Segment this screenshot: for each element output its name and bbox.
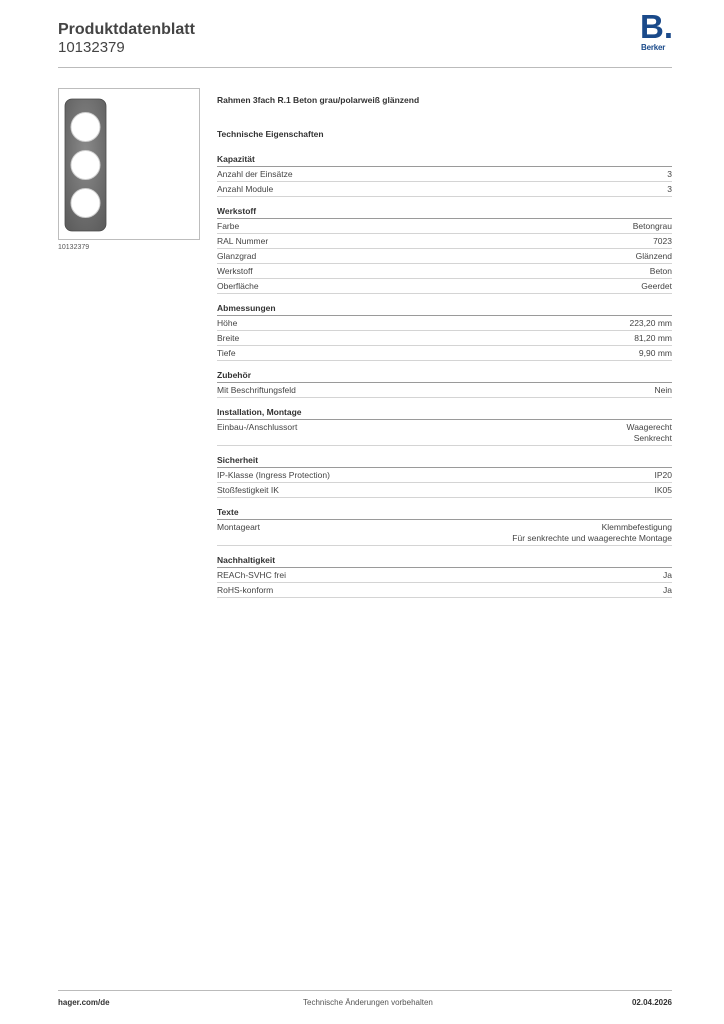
spec-label: Einbau-/Anschlussort: [217, 422, 298, 432]
spec-value-line: Betongrau: [632, 221, 672, 231]
footer-website: hager.com/de: [58, 998, 110, 1007]
spec-label: REACh-SVHC frei: [217, 570, 286, 580]
spec-value: [655, 470, 673, 481]
logo-letter: B.: [640, 8, 673, 45]
spec-value-line: 81,20 mm: [634, 333, 672, 343]
spec-label: Werkstoff: [217, 266, 253, 276]
spec-value-line: 223,20 mm: [629, 318, 672, 328]
spec-group: [217, 205, 672, 294]
spec-value-line: 3: [667, 184, 672, 194]
spec-value: [629, 318, 672, 329]
spec-value: [653, 236, 672, 247]
spec-group-title: Installation, Montage: [217, 406, 672, 420]
spec-value-line: 7023: [653, 236, 672, 246]
spec-row: [217, 182, 672, 197]
spec-value-line: Klemmbefestigung: [601, 522, 672, 532]
spec-value-line: Ja: [663, 585, 672, 595]
spec-group: [217, 302, 672, 361]
spec-value-line: Waagerecht: [626, 422, 672, 432]
spec-group-title: Werkstoff: [217, 205, 672, 219]
spec-value-line: Für senkrechte und waagerechte Montage: [512, 533, 672, 543]
spec-row: [217, 468, 672, 483]
spec-value-line: 9,90 mm: [638, 348, 672, 358]
spec-row: [217, 520, 672, 546]
spec-group: [217, 406, 672, 446]
spec-label: Breite: [217, 333, 240, 343]
spec-label: Anzahl der Einsätze: [217, 169, 293, 179]
footer-disclaimer: Technische Änderungen vorbehalten: [303, 998, 433, 1007]
spec-label: Höhe: [217, 318, 238, 328]
spec-group: [217, 369, 672, 398]
frame-opening-1: [71, 113, 100, 142]
spec-row: [217, 346, 672, 361]
frame-illustration: [59, 89, 201, 241]
spec-row: [217, 331, 672, 346]
spec-label: Stoßfestigkeit IK: [217, 485, 279, 495]
product-name: Rahmen 3fach R.1 Beton grau/polarweiß glänzend: [217, 95, 420, 105]
spec-value: [655, 485, 673, 496]
spec-group-title: Zubehör: [217, 369, 672, 383]
header-divider: [58, 67, 672, 68]
spec-group-title: Sicherheit: [217, 454, 672, 468]
spec-value: [667, 169, 672, 180]
spec-value-line: Ja: [663, 570, 672, 580]
spec-value: [650, 266, 672, 277]
spec-row: [217, 219, 672, 234]
spec-value: [512, 522, 672, 544]
spec-value: [663, 570, 672, 581]
spec-value: [636, 251, 672, 262]
section-heading: Technische Eigenschaften: [217, 129, 324, 139]
spec-value-line: IP20: [654, 470, 672, 480]
specification-content: [217, 95, 672, 598]
spec-value: [634, 333, 672, 344]
spec-label: Montageart: [217, 522, 260, 532]
berker-logo: [640, 8, 674, 54]
spec-group: [217, 454, 672, 498]
document-number: 10132379: [58, 39, 125, 56]
spec-value-line: Geerdet: [641, 281, 672, 291]
spec-value: [626, 422, 672, 444]
spec-group: [217, 554, 672, 598]
spec-group-title: Abmessungen: [217, 302, 672, 316]
spec-row: [217, 483, 672, 498]
spec-label: RAL Nummer: [217, 236, 269, 246]
spec-label: RoHS-konform: [217, 585, 274, 595]
spec-group-title: Kapazität: [217, 153, 672, 167]
spec-groups: [217, 153, 672, 598]
spec-label: Oberfläche: [217, 281, 259, 291]
frame-opening-3: [71, 189, 100, 218]
image-caption: 10132379: [58, 244, 90, 251]
spec-value-line: 3: [667, 169, 672, 179]
spec-label: Glanzgrad: [217, 251, 257, 261]
spec-row: [217, 264, 672, 279]
spec-label: Tiefe: [217, 348, 236, 358]
footer-date: 02.04.2026: [631, 998, 672, 1007]
spec-value: [663, 585, 672, 596]
product-image: [58, 88, 200, 240]
spec-label: IP-Klasse (Ingress Protection): [217, 470, 330, 480]
spec-value: [655, 385, 672, 396]
frame-opening-2: [71, 151, 100, 180]
spec-row: [217, 279, 672, 294]
spec-label: Anzahl Module: [217, 184, 274, 194]
spec-group-title: Texte: [217, 506, 672, 520]
spec-row: [217, 383, 672, 398]
spec-value: [633, 221, 672, 232]
spec-value: [667, 184, 672, 195]
spec-row: [217, 167, 672, 182]
spec-value-line: Glänzend: [635, 251, 672, 261]
spec-value: [641, 281, 672, 292]
spec-value-line: Beton: [649, 266, 672, 276]
spec-value-line: IK05: [654, 485, 672, 495]
spec-row: [217, 234, 672, 249]
spec-row: [217, 568, 672, 583]
logo-text: Berker: [641, 43, 666, 52]
spec-group: [217, 153, 672, 197]
spec-row: [217, 316, 672, 331]
spec-group-title: Nachhaltigkeit: [217, 554, 672, 568]
spec-row: [217, 249, 672, 264]
footer-divider: [58, 990, 672, 991]
spec-row: [217, 583, 672, 598]
spec-value: [639, 348, 672, 359]
document-title: Produktdatenblatt: [58, 21, 195, 38]
spec-label: Farbe: [217, 221, 240, 231]
spec-value-line: Senkrecht: [633, 433, 672, 443]
spec-group: [217, 506, 672, 546]
spec-label: Mit Beschriftungsfeld: [217, 385, 296, 395]
spec-row: [217, 420, 672, 446]
spec-value-line: Nein: [654, 385, 672, 395]
